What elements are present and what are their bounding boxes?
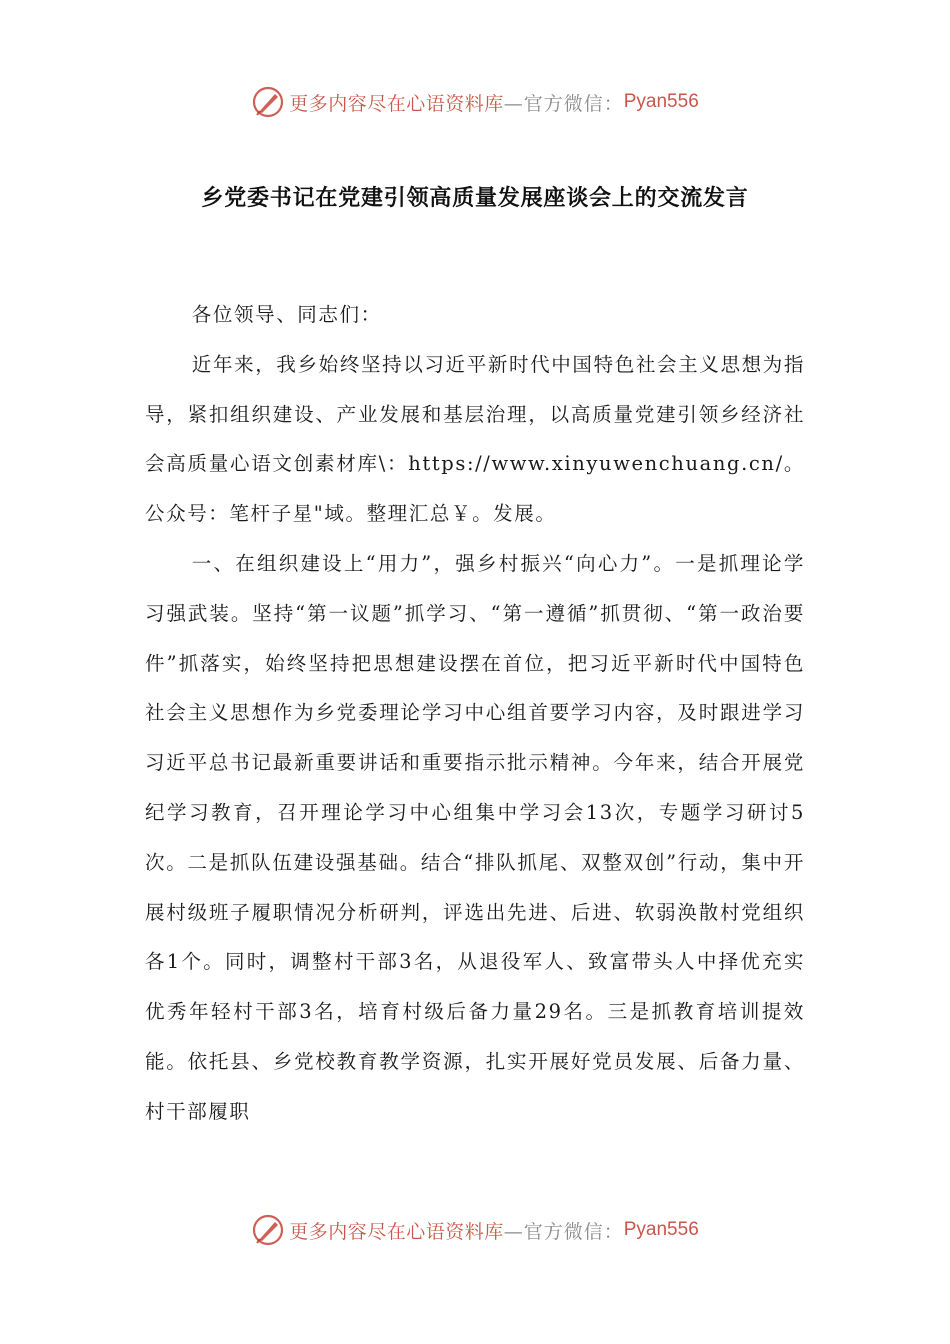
document-title: 乡党委书记在党建引领高质量发展座谈会上的交流发言 <box>201 186 749 211</box>
watermark-wechat-id: Pyan556 <box>623 1219 699 1240</box>
document-body <box>145 290 805 1137</box>
watermark-sub-text: —官方微信： <box>503 92 624 115</box>
quill-logo-icon <box>251 1213 285 1247</box>
paragraph-section-one: 一、在组织建设上“用力”，强乡村振兴“向心力”。一是抓理论学习强武装。坚持“第一议题”抓学习、“第一遵循”抓贯彻、“第一政治要件”抓落实，始终坚持把思想建设摆在首位，把习近平新时代中国特色社会主义思想作为乡党委理论学习中心组首要学习内容，及时跟进学习习近平总书记最新重要讲话和重要指示批示精神。今年来，结合开展党纪学习教育，召开理论学习中心组集中学习会13次，专题学习研讨5次。二是抓队伍建设强基础。结合“排队抓尾、双整双创”行动，集中开展村级班子履职情况分析研判，评选出先进、后进、软弱涣散村党组织各1个。同时，调整村干部3名，从退役军人、致富带头人中择优充实优秀年轻村干部3名，培育村级后备力量29名。三是抓教育培训提效能。依托县、乡党校教育教学资源，扎实开展好党员发展、后备力量、村干部履职 <box>145 551 805 1123</box>
greeting: 各位领导、同志们： <box>191 303 382 326</box>
quill-logo-icon <box>251 85 285 119</box>
watermark-wechat-id: Pyan556 <box>623 91 699 112</box>
watermark-main-text: 更多内容尽在心语资料库 <box>289 92 504 115</box>
paragraph-intro: 近年来，我乡始终坚持以习近平新时代中国特色社会主义思想为指导，紧扣组织建设、产业发展和基层治理，以高质量党建引领乡经济社会高质量心语文创素材库\：https://www.xinyuwenchuang.cn/。公众号：笔杆子星"域。整理汇总￥。发展。 <box>145 352 805 526</box>
watermark-banner-bottom <box>0 1208 950 1252</box>
watermark-sub-text: —官方微信： <box>503 1220 624 1243</box>
watermark-banner-top <box>0 80 950 124</box>
watermark-main-text: 更多内容尽在心语资料库 <box>289 1220 504 1243</box>
